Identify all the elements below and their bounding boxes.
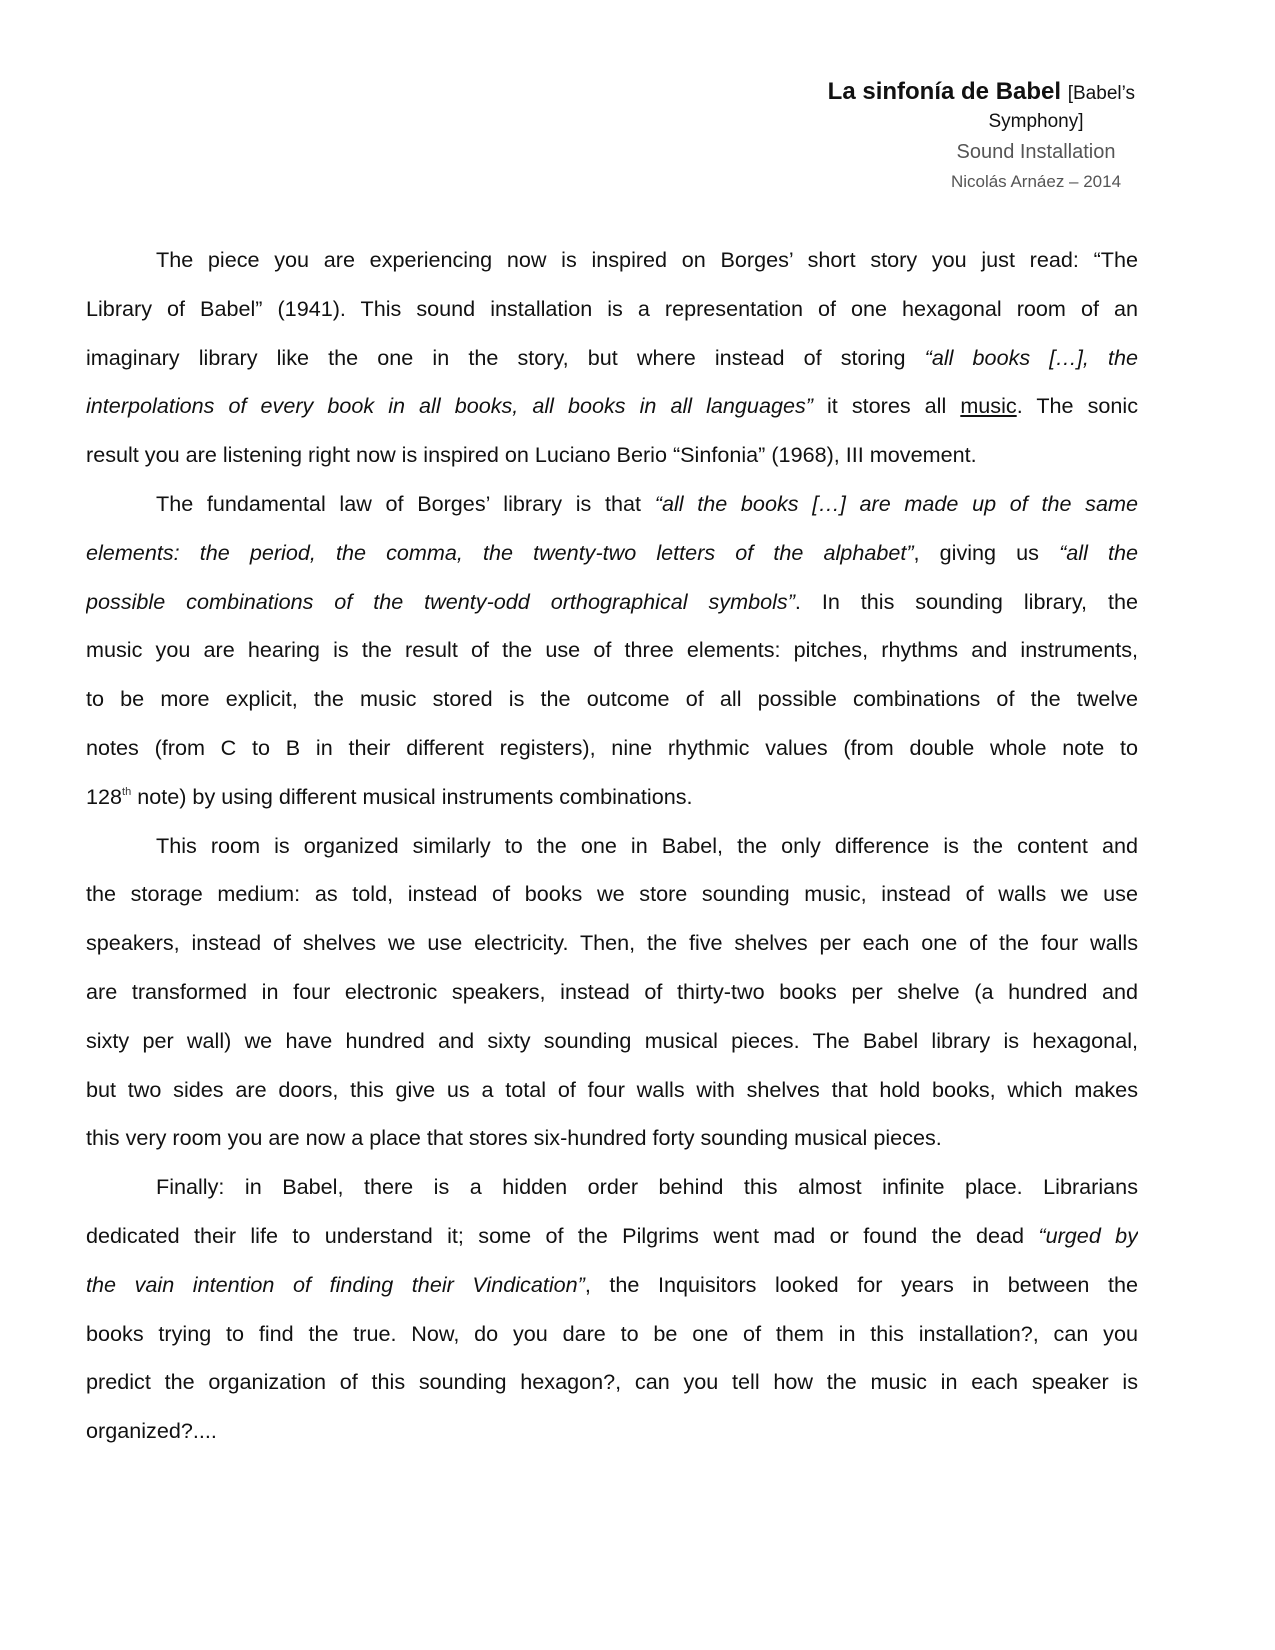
paragraph-2 bbox=[86, 485, 1138, 827]
text-run: , giving us bbox=[913, 539, 1060, 565]
text-run: result you are listening right now is inspired on Luciano Berio “Sinfonia” (1968), III movement. bbox=[86, 442, 977, 468]
text-run: The piece you are experiencing now is inspired on Borges’ short story you just read: “The bbox=[156, 247, 1138, 272]
text-line bbox=[86, 631, 1138, 680]
text-line bbox=[86, 339, 1138, 388]
text-line bbox=[86, 387, 1138, 436]
text-line bbox=[86, 436, 1138, 485]
text-line bbox=[86, 1071, 1138, 1120]
quote-text: the vain intention of finding their Vindication” bbox=[86, 1271, 585, 1297]
author-year: Nicolás Arnáez – 2014 bbox=[950, 172, 1122, 191]
text-run: notes (from C to B in their different registers), nine rhythmic values (from double whole note to bbox=[86, 734, 1138, 760]
text-line bbox=[86, 973, 1138, 1022]
text-line bbox=[86, 1363, 1138, 1412]
work-type: Sound Installation bbox=[956, 141, 1116, 163]
text-run: this very room you are now a place that stores six-hundred forty sounding musical pieces. bbox=[86, 1125, 942, 1151]
text-run: sixty per wall) we have hundred and sixty sounding musical pieces. The Babel library is hexagonal, bbox=[86, 1027, 1138, 1053]
text-line bbox=[86, 729, 1138, 778]
quote-text: elements: the period, the comma, the twenty-two letters of the alphabet” bbox=[86, 539, 914, 565]
text-run: to be more explicit, the music stored is the outcome of all possible combinations of the twelve bbox=[86, 686, 1138, 712]
text-run: the storage medium: as told, instead of books we store sounding music, instead of walls we use bbox=[86, 881, 1138, 907]
text-run: Library of Babel” (1941). This sound installation is a representation of one hexagonal room of an bbox=[86, 295, 1138, 321]
quote-text: “all the books […] are made up of the same bbox=[654, 490, 1138, 516]
ordinal-superscript: th bbox=[122, 785, 132, 798]
text-run: Finally: in Babel, there is a hidden order behind this almost infinite place. Librarians bbox=[156, 1174, 1138, 1200]
text-line bbox=[86, 1119, 1138, 1168]
text-line bbox=[86, 290, 1138, 339]
text-line bbox=[86, 924, 1138, 973]
title-translation-part2: Symphony] bbox=[988, 111, 1084, 132]
text-line bbox=[86, 241, 1138, 290]
paragraph-1 bbox=[86, 241, 1138, 485]
document-title: La sinfonía de Babel bbox=[827, 78, 1062, 105]
text-run: . In this sounding library, the bbox=[794, 588, 1138, 614]
text-run: are transformed in four electronic speakers, instead of thirty-two books per shelve (a hundred and bbox=[86, 978, 1138, 1004]
text-run: , the Inquisitors looked for years in between the bbox=[584, 1271, 1138, 1297]
text-run: The fundamental law of Borges’ library is that bbox=[156, 490, 655, 516]
text-run: 128 bbox=[86, 783, 123, 809]
text-run: but two sides are doors, this give us a total of four walls with shelves that hold books, which makes bbox=[86, 1076, 1138, 1102]
text-run: note) by using different musical instruments combinations. bbox=[131, 783, 693, 809]
text-run: books trying to find the true. Now, do you dare to be one of them in this installation?, can you bbox=[86, 1320, 1138, 1346]
quote-text: “urged by bbox=[1038, 1222, 1138, 1248]
text-run: it stores all bbox=[812, 393, 961, 419]
text-run: organized?.... bbox=[86, 1418, 217, 1444]
text-line bbox=[86, 875, 1138, 924]
title-block bbox=[775, 76, 1135, 110]
text-line bbox=[86, 534, 1138, 583]
text-line bbox=[86, 778, 1138, 827]
text-line bbox=[86, 485, 1138, 534]
quote-text: interpolations of every book in all books, all books in all languages” bbox=[86, 393, 813, 419]
text-run: predict the organization of this sounding hexagon?, can you tell how the music in each speaker is bbox=[86, 1369, 1138, 1395]
text-line bbox=[86, 1217, 1138, 1266]
text-line bbox=[86, 1412, 1138, 1461]
text-line bbox=[86, 1266, 1138, 1315]
text-run: . The sonic bbox=[1016, 393, 1138, 419]
title-translation-part1: [Babel’s bbox=[1067, 83, 1135, 104]
text-line bbox=[86, 583, 1138, 632]
text-line bbox=[86, 827, 1138, 876]
text-line bbox=[86, 1168, 1138, 1217]
document-body bbox=[86, 241, 1138, 1461]
text-run: dedicated their life to understand it; some of the Pilgrims went mad or found the dead bbox=[86, 1222, 1039, 1248]
text-line bbox=[86, 680, 1138, 729]
text-run: imaginary library like the one in the story, but where instead of storing bbox=[86, 344, 925, 370]
text-run: music you are hearing is the result of the use of three elements: pitches, rhythms and instruments, bbox=[86, 637, 1138, 663]
text-run: This room is organized similarly to the one in Babel, the only difference is the content and bbox=[156, 832, 1138, 858]
quote-text: possible combinations of the twenty-odd orthographical symbols” bbox=[86, 588, 795, 614]
text-line bbox=[86, 1022, 1138, 1071]
underlined-word: music bbox=[960, 393, 1017, 419]
quote-text: “all books […], the bbox=[924, 344, 1138, 370]
paragraph-3 bbox=[86, 827, 1138, 1169]
text-line bbox=[86, 1315, 1138, 1364]
text-run: speakers, instead of shelves we use electricity. Then, the five shelves per each one of the four walls bbox=[86, 930, 1138, 956]
paragraph-4 bbox=[86, 1168, 1138, 1461]
quote-text: “all the bbox=[1059, 539, 1138, 565]
